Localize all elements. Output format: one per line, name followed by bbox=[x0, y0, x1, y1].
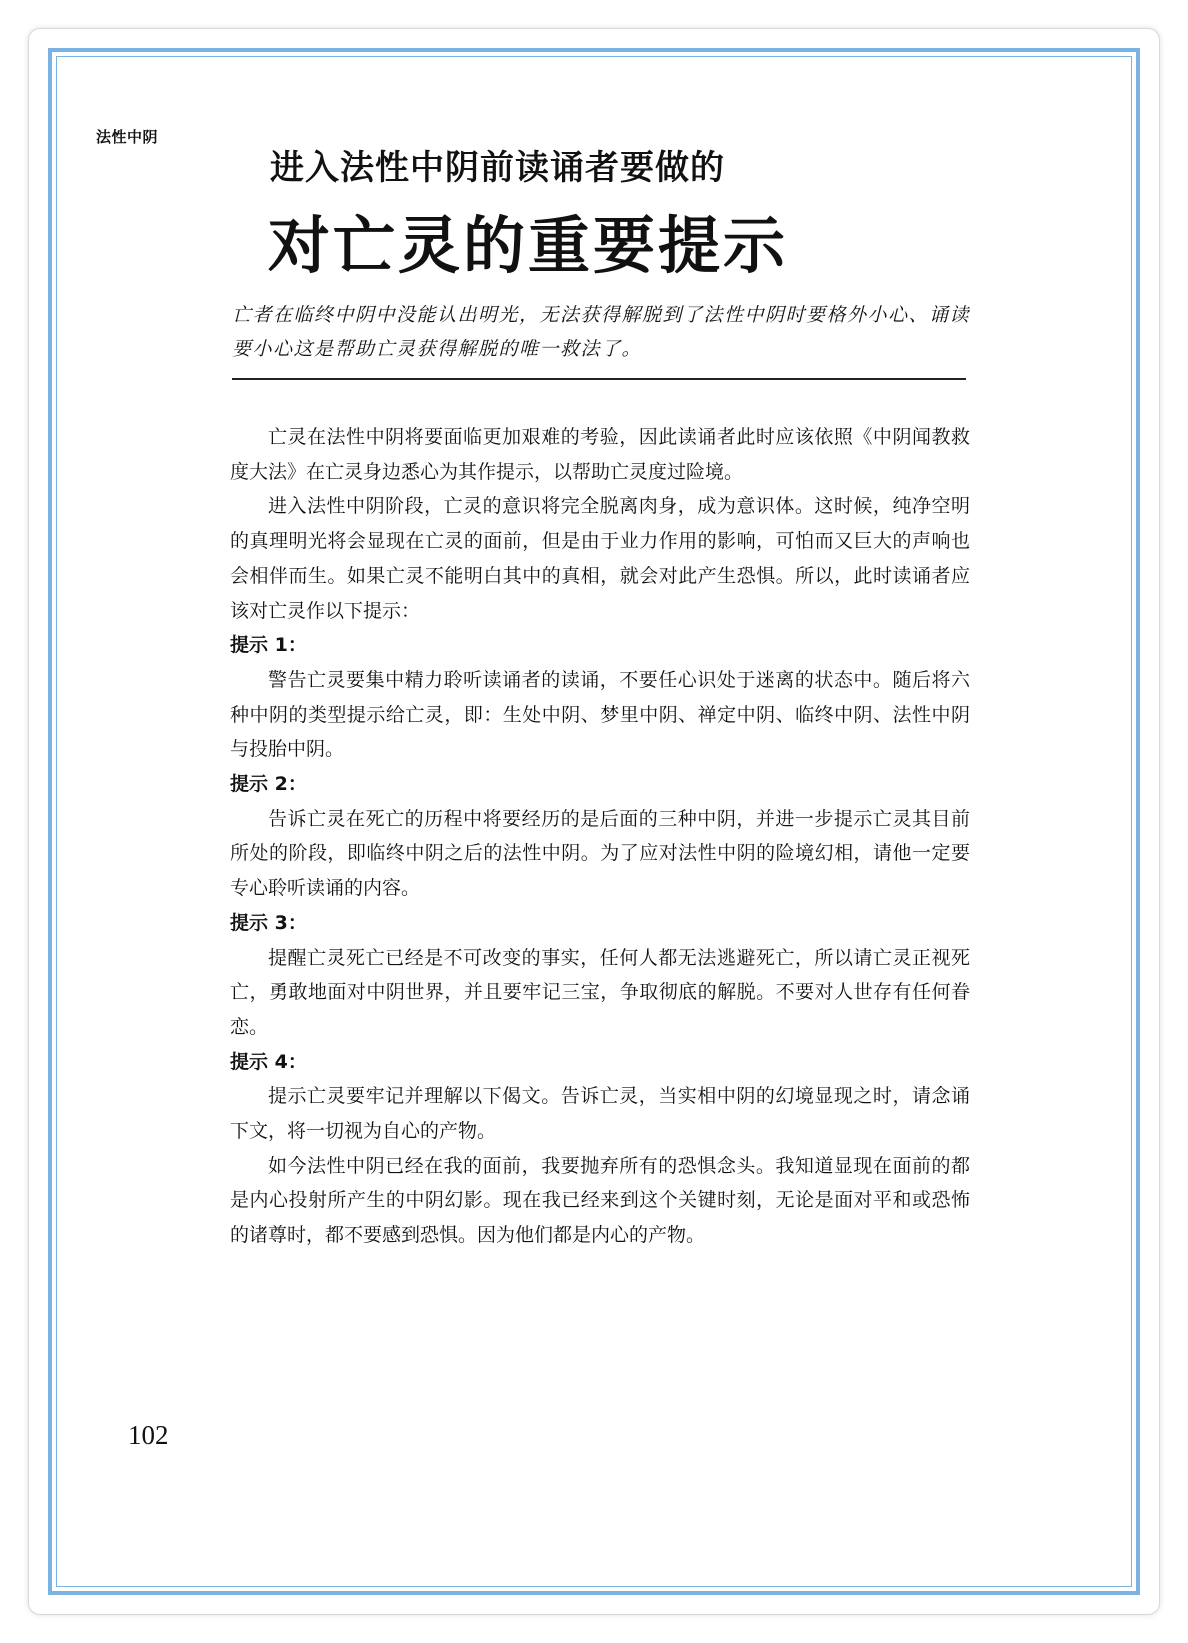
body-text bbox=[230, 420, 970, 1253]
page-number: 102 bbox=[128, 1420, 169, 1450]
hint-4-heading: 提示 4： bbox=[230, 1050, 307, 1073]
body-paragraph-1: 亡灵在法性中阴将要面临更加艰难的考验，因此读诵者此时应该依照《中阴闻教救度大法》在亡灵身边悉心为其作提示，以帮助亡灵度过险境。 bbox=[230, 426, 970, 483]
hint-3-text: 提醒亡灵死亡已经是不可改变的事实，任何人都无法逃避死亡，所以请亡灵正视死亡，勇敢地面对中阴世界，并且要牢记三宝，争取彻底的解脱。不要对人世存有任何眷恋。 bbox=[230, 946, 970, 1038]
hint-4-text: 提示亡灵要牢记并理解以下偈文。告诉亡灵，当实相中阴的幻境显现之时，请念诵下文，将一切视为自心的产物。 bbox=[230, 1085, 970, 1143]
hint-1-heading: 提示 1： bbox=[230, 634, 307, 657]
hint-2-heading: 提示 2： bbox=[230, 773, 307, 796]
body-paragraph-2: 进入法性中阴阶段，亡灵的意识将完全脱离肉身，成为意识体。这时候，纯净空明的真理明光将会显现在亡灵的面前，但是由于业力作用的影响，可怕而又巨大的声响也会相伴而生。如果亡灵不能明白其中的真相，就会对此产生恐惧。所以，此时读诵者应该对亡灵作以下提示： bbox=[230, 495, 970, 622]
verse-paragraph: 如今法性中阴已经在我的面前，我要抛弃所有的恐惧念头。我知道显现在面前的都是内心投射所产生的中阴幻影。现在我已经来到这个关键时刻，无论是面对平和或恐怖的诸尊时，都不要感到恐惧。因为他们都是内心的产物。 bbox=[230, 1154, 970, 1247]
hint-2-text: 告诉亡灵在死亡的历程中将要经历的是后面的三种中阴，并进一步提示亡灵其目前所处的阶段，即临终中阴之后的法性中阴。为了应对法性中阴的险境幻相，请他一定要专心聆听读诵的内容。 bbox=[230, 807, 970, 900]
intro-divider bbox=[232, 378, 966, 380]
running-head: 法性中阴 bbox=[96, 128, 159, 146]
hint-1-text: 警告亡灵要集中精力聆听读诵者的读诵，不要任心识处于迷离的状态中。随后将六种中阴的类型提示给亡灵，即：生处中阴、梦里中阴、禅定中阴、临终中阴、法性中阴与投胎中阴。 bbox=[230, 668, 970, 761]
title-line-1: 进入法性中阴前读诵者要做的 bbox=[270, 148, 725, 188]
hint-3-heading: 提示 3： bbox=[230, 911, 307, 934]
title-line-2: 对亡灵的重要提示 bbox=[268, 209, 789, 282]
intro-paragraph: 亡者在临终中阴中没能认出明光，无法获得解脱到了法性中阴时要格外小心、诵读要小心这是帮助亡灵获得解脱的唯一救法了。 bbox=[232, 304, 971, 360]
